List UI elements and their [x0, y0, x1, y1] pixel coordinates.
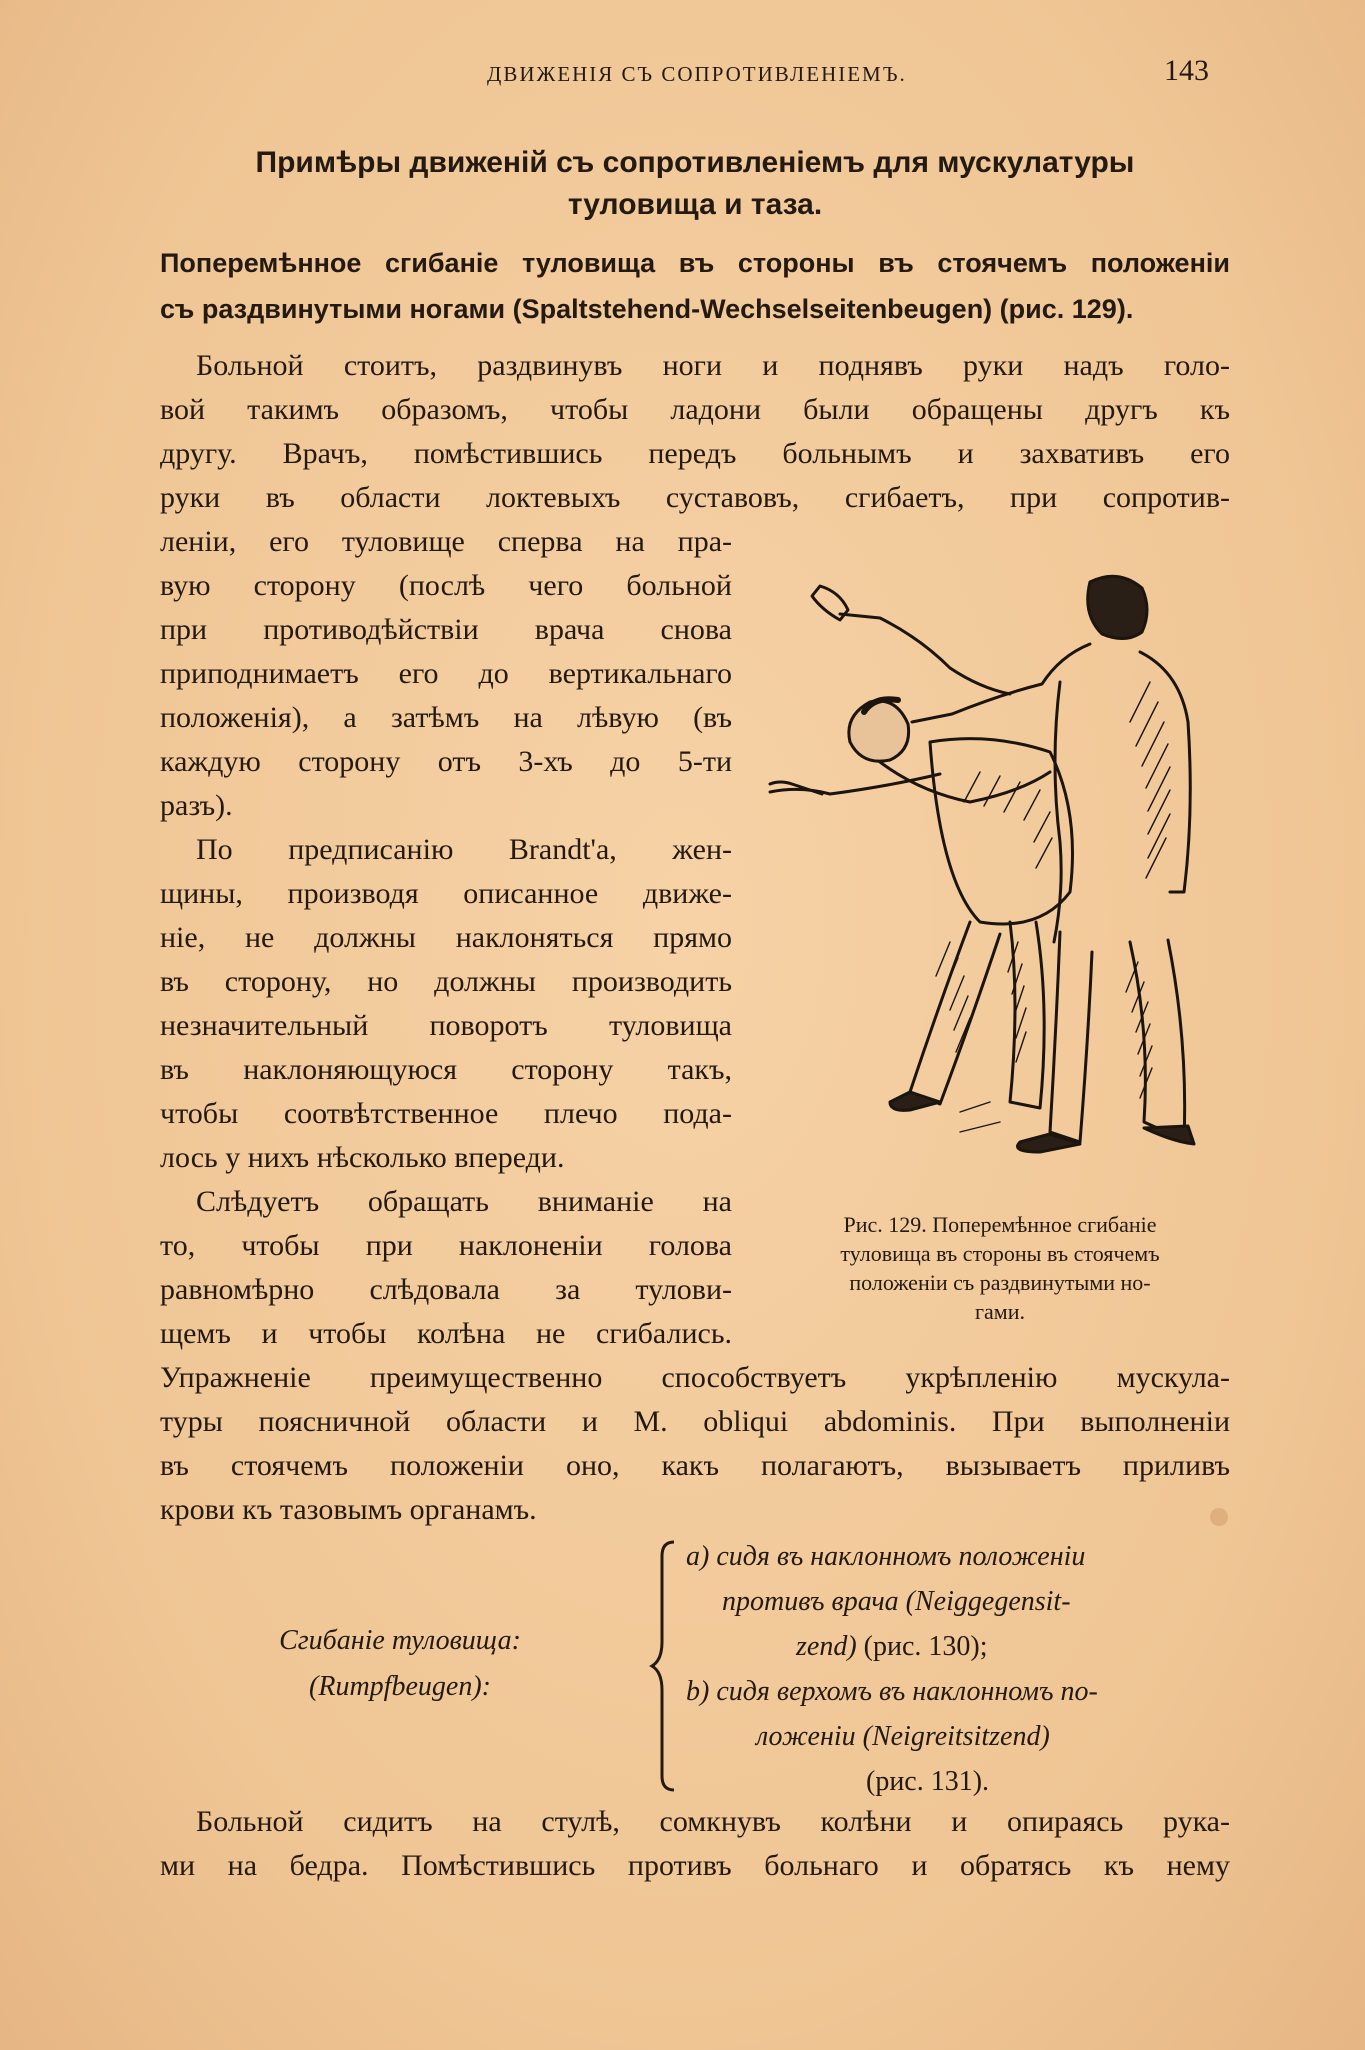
text-line: вой такимъ образомъ, чтобы ладони были обращены другъ къ — [160, 393, 1230, 426]
text-line: другу. Врачъ, помѣстившись передъ больнымъ и захвативъ его — [160, 437, 1230, 470]
text-line: ми на бедра. Помѣстившись противъ больнаго и обратясь къ нему — [160, 1849, 1230, 1882]
section-title-line: Примѣры движеній съ сопротивленіемъ для мускулатуры — [255, 146, 1135, 179]
text-line: Больной сидитъ на стулѣ, сомкнувъ колѣни и опираясь рука- — [196, 1805, 1230, 1838]
option-a-line: a) сидя въ наклонномъ положеніи — [686, 1541, 1086, 1572]
text-line: въ сторону, но должны производить — [160, 965, 732, 998]
curly-brace — [648, 1538, 682, 1794]
text-line: въ наклоняющуюся сторону такъ, — [160, 1053, 732, 1086]
text-line: леніи, его туловище сперва на пра- — [160, 525, 732, 558]
paragraph-3-full — [160, 1356, 1230, 1532]
option-a-line: противъ врача (Neiggegensit- — [722, 1586, 1071, 1617]
text-line: при противодѣйствіи врача снова — [160, 613, 732, 646]
text-line: каждую сторону отъ 3-хъ до 5-ти — [160, 745, 732, 778]
paragraph-3-column — [160, 1180, 732, 1356]
text-line: щемъ и чтобы колѣна не сгибались. — [160, 1317, 732, 1350]
section-title-line: туловища и таза. — [567, 188, 823, 221]
option-a-term: zend) — [796, 1631, 857, 1662]
paragraph-2 — [160, 828, 732, 1180]
caption-line: положеніи съ раздвинутыми но- — [849, 1270, 1151, 1295]
figure-129-illustration — [760, 562, 1230, 1182]
paragraph-4 — [160, 1800, 1230, 1888]
section-title — [160, 142, 1230, 226]
text-line: крови къ тазовымъ органамъ. — [160, 1493, 537, 1526]
caption-line: Рис. 129. Поперемѣнное сгибаніе — [843, 1212, 1157, 1237]
text-line: въ стоячемъ положеніи оно, какъ полагаютъ, вызываетъ приливъ — [160, 1449, 1230, 1482]
text-line: равномѣрно слѣдовала за тулови- — [160, 1273, 732, 1306]
text-line: вую сторону (послѣ чего больной — [160, 569, 732, 602]
caption-line: гами. — [975, 1299, 1025, 1324]
text-line: лось у нихъ нѣсколько впереди. — [160, 1141, 565, 1174]
text-line: Слѣдуетъ обращать вниманіе на — [196, 1185, 732, 1218]
running-title: ДВИЖЕНІЯ СЪ СОПРОТИВЛЕНІЕМЪ. — [487, 62, 907, 86]
exercise-title-line: съ раздвинутыми ногами (Spaltstehend-Wechselseitenbeugen) (рис. 129). — [160, 294, 1134, 324]
formula-left-line: (Rumpfbeugen): — [309, 1671, 491, 1702]
exercise-title — [160, 240, 1230, 332]
text-line: то, чтобы при наклоненіи голова — [160, 1229, 732, 1262]
text-line: Упражненіе преимущественно способствуетъ укрѣпленію мускула- — [160, 1361, 1230, 1394]
text-line: По предписанію Brandt'а, жен- — [196, 833, 732, 866]
option-a-line — [686, 1624, 1226, 1669]
text-line: туры поясничной области и M. obliqui abdominis. При выполненіи — [160, 1405, 1230, 1438]
paper-stain — [1210, 1508, 1228, 1526]
formula-options — [686, 1534, 1226, 1804]
text-line: руки въ области локтевыхъ суставовъ, сгибаетъ, при сопротив- — [160, 481, 1230, 514]
page-number: 143 — [1164, 54, 1209, 87]
exercise-title-line: Поперемѣнное сгибаніе туловища въ стороны въ стоячемъ положеніи — [160, 248, 1230, 278]
text-line: ніе, не должны наклоняться прямо — [160, 921, 732, 954]
option-b-line: ложеніи (Neigreitsitzend) — [756, 1721, 1050, 1752]
text-line: чтобы соотвѣтственное плечо пода- — [160, 1097, 732, 1130]
text-line: незначительный поворотъ туловища — [160, 1009, 732, 1042]
formula-left-label — [200, 1618, 600, 1710]
text-line: щины, производя описанное движе- — [160, 877, 732, 910]
text-line: приподнимаетъ его до вертикальнаго — [160, 657, 732, 690]
caption-line: туловища въ стороны въ стоячемъ — [840, 1241, 1160, 1266]
formula-left-line: Сгибаніе туловища: — [279, 1625, 521, 1656]
paragraph-1-full — [160, 344, 1230, 520]
paragraph-1-column — [160, 520, 732, 828]
option-a-ref: (рис. 130); — [856, 1631, 988, 1662]
option-b-line: b) сидя верхомъ въ наклонномъ по- — [686, 1676, 1098, 1707]
text-line: Больной стоитъ, раздвинувъ ноги и поднявъ руки надъ голо- — [196, 349, 1230, 382]
text-line: положенія), а затѣмъ на лѣвую (въ — [160, 701, 732, 734]
figure-caption — [770, 1210, 1230, 1326]
option-b-ref: (рис. 131). — [866, 1766, 990, 1797]
text-line: разъ). — [160, 789, 233, 822]
